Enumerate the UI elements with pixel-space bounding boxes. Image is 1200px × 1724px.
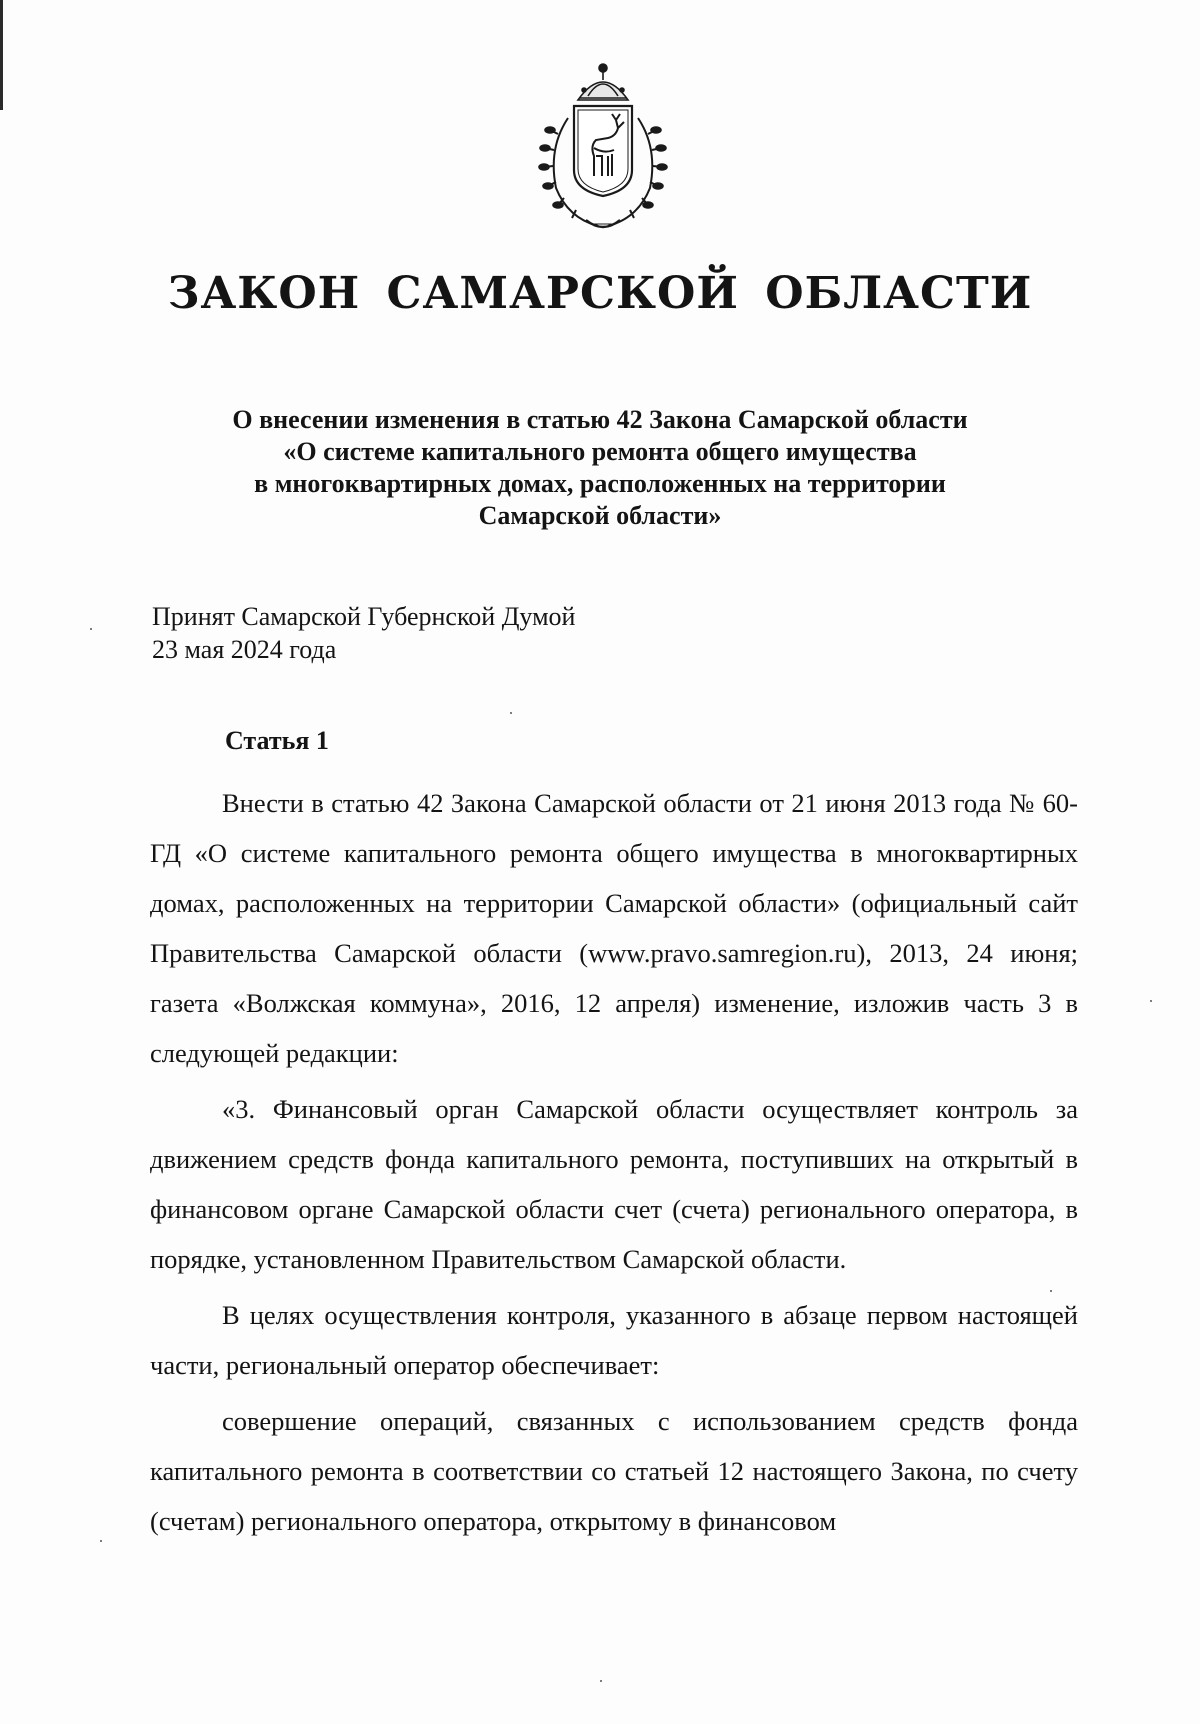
scan-speck [510,712,512,714]
scan-speck [90,628,92,630]
adopted-by: Принят Самарской Губернской Думой [152,602,576,631]
subject-line: О внесении изменения в статью 42 Закона Самарской области [232,405,968,434]
law-subject [150,404,1050,532]
subject-line: Самарской области» [478,501,722,530]
article-body [150,778,1078,1546]
adopted-date: 23 мая 2024 года [152,635,337,664]
paragraph: совершение операций, связанных с использованием средств фонда капитального ремонта в соответствии со статьей 12 настоящего Закона, по счету (счетам) регионального оператора, открытому в финансовом [150,1406,1078,1536]
paragraph: Внести в статью 42 Закона Самарской области от 21 июня 2013 года № 60-ГД «О системе капитального ремонта общего имущества в многоквартирных домах, расположенных на территории Самарской области» (официальный сайт Правительства Самарской области (www.pravo.samregion.ru), 2013, 24 июня; газета «Волжская коммуна», 2016, 12 апреля) изменение, изложив часть 3 в следующей редакции: [150,788,1078,1068]
adoption-note [152,600,575,666]
scan-speck [1150,1000,1152,1002]
scan-speck [1050,1290,1052,1292]
paragraph: «3. Финансовый орган Самарской области осуществляет контроль за движением средств фонда капитального ремонта, поступивших на открытый в финансовом органе Самарской области счет (счета) регионального оператора, в порядке, установленном Правительством Самарской области. [150,1094,1078,1274]
law-title: ЗАКОН САМАРСКОЙ ОБЛАСТИ [167,268,1033,319]
samara-coat-of-arms-icon [528,58,678,236]
article-heading: Статья 1 [225,726,329,755]
scan-speck [100,1540,102,1542]
subject-line: в многоквартирных домах, расположенных на территории [254,469,946,498]
scan-speck [600,1680,602,1682]
scan-edge-mark [0,0,3,110]
subject-line: «О системе капитального ремонта общего имущества [283,437,917,466]
paragraph: В целях осуществления контроля, указанного в абзаце первом настоящей части, региональный оператор обеспечивает: [150,1300,1078,1380]
